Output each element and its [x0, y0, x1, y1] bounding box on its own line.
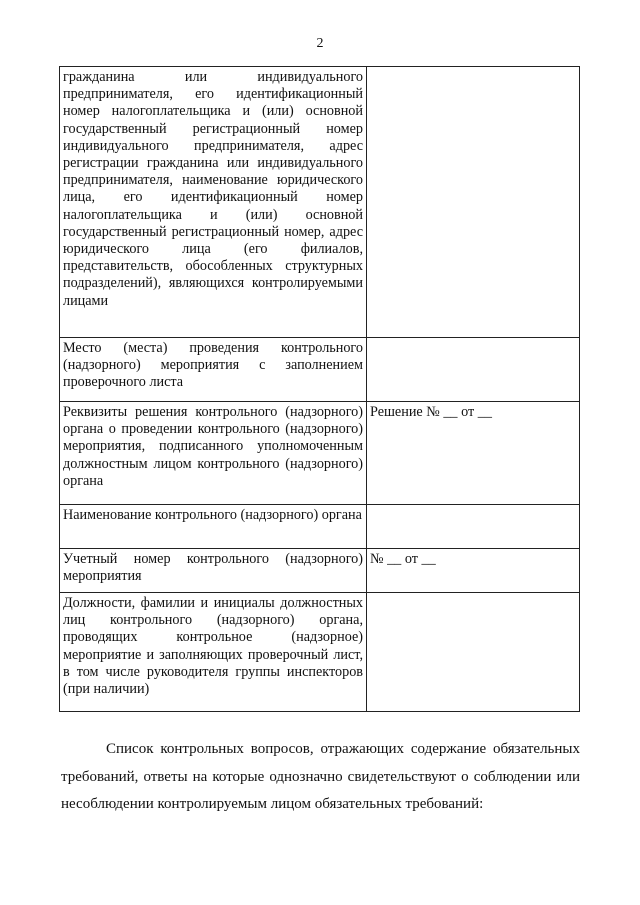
table-row — [60, 67, 580, 338]
row-label: Учетный номер контрольного (надзорного) мероприятия — [60, 549, 367, 593]
row-value[interactable] — [367, 505, 580, 549]
questions-list-intro: Список контрольных вопросов, отражающих содержание обязательных требований, ответы на которые однозначно свидетельствуют о соблюдении или несоблюдении контролируемым лицом обязательных требований: — [61, 741, 580, 812]
row-value[interactable] — [367, 67, 580, 338]
row-label: Реквизиты решения контрольного (надзорного) органа о проведении контрольного (надзорного) мероприятия, подписанного уполномоченным должностным лицом контрольного (надзорного) органа — [60, 402, 367, 505]
table-row — [60, 338, 580, 402]
page-number: 2 — [316, 36, 324, 51]
row-label: гражданина или индивидуального предпринимателя, его идентификационный номер налогоплательщика и (или) основной государственный регистрационный номер индивидуального предпринимателя, адрес регистрации гражданина или индивидуального предпринимателя, наименование юридического лица, его идентификационный номер налогоплательщика и (или) основной государственный регистрационный номер, адрес юридического лица (его филиалов, представительств, обособленных структурных подразделений), являющихся контролируемыми лицами — [60, 67, 367, 338]
row-label: Должности, фамилии и инициалы должностных лиц контрольного (надзорного) органа, проводящих контрольное (надзорное) мероприятие и заполняющих проверочный лист, в том числе руководителя группы инспекторов (при наличии) — [60, 593, 367, 712]
row-label: Наименование контрольного (надзорного) органа — [60, 505, 367, 549]
row-label: Место (места) проведения контрольного (надзорного) мероприятия с заполнением проверочного листа — [60, 338, 367, 402]
row-value[interactable] — [367, 338, 580, 402]
row-value[interactable]: № __ от __ — [367, 549, 580, 593]
table-row — [60, 505, 580, 549]
row-value[interactable] — [367, 593, 580, 712]
checklist-details-table — [59, 66, 580, 712]
table-row — [60, 402, 580, 505]
row-value[interactable]: Решение № __ от __ — [367, 402, 580, 505]
table-row — [60, 593, 580, 712]
table-row — [60, 549, 580, 593]
